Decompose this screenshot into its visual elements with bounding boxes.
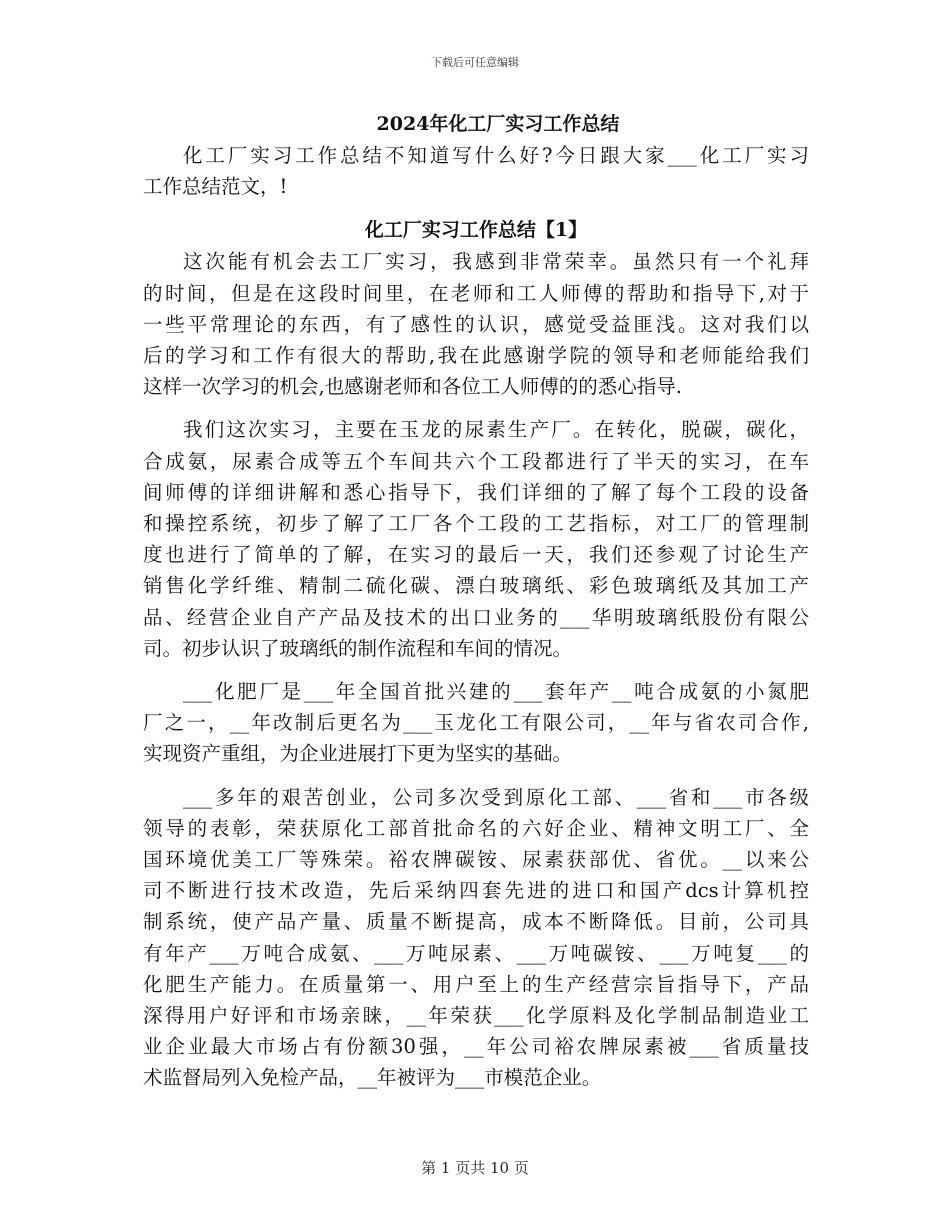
text-line: 这样一次学习的机会,也感谢老师和各位工人师傅的的悉心指导.: [143, 375, 682, 399]
text-line: 这次能有机会去工厂实习，我感到非常荣幸。虽然只有一个礼拜: [183, 250, 809, 274]
text-line: 术监督局列入免检产品，__年被评为___市模范企业。: [143, 1066, 602, 1090]
text-line: 厂之一，__年改制后更名为___玉龙化工有限公司，__年与省农司合作,: [143, 711, 809, 735]
page-number: 第 1 页共 10 页: [421, 1159, 529, 1177]
body-paragraph: [143, 414, 809, 664]
section-title: 化工厂实习工作总结【1】: [364, 219, 588, 242]
text-line: 领导的表彰，荣获原化工部首批命名的六好企业、精神文明工厂、全: [143, 816, 809, 840]
text-line: 品、经营企业自产产品及技术的出口业务的___华明玻璃纸股份有限公: [143, 605, 809, 629]
text-line: 一些平常理论的东西，有了感性的认识，感觉受益匪浅。这对我们以: [143, 312, 809, 336]
text-line: 制系统，使产品产量、质量不断提高，成本不断降低。目前，公司具: [143, 910, 809, 934]
text-line: 深得用户好评和市场亲睐，__年荣获___化学原料及化学制品制造业工: [143, 1004, 809, 1028]
text-line: 工作总结范文，!: [143, 175, 288, 199]
text-line: 有年产___万吨合成氨、___万吨尿素、___万吨碳铵、___万吨复___的: [143, 941, 809, 965]
text-line: 司。初步认识了玻璃纸的制作流程和车间的情况。: [143, 636, 573, 660]
text-line: 销售化学纤维、精制二硫化碳、漂白玻璃纸、彩色玻璃纸及其加工产: [143, 574, 809, 598]
text-line: ___化肥厂是___年全国首批兴建的___套年产__吨合成氨的小氮肥: [183, 680, 809, 704]
text-line: 化肥生产能力。在质量第一、用户至上的生产经营宗旨指导下，产品: [143, 972, 809, 996]
body-paragraph: [143, 676, 809, 770]
text-line: 司不断进行技术改造，先后采纳四套先进的进口和国产dcs计算机控: [143, 879, 809, 903]
intro-paragraph: [143, 140, 809, 202]
text-line: 业企业最大市场占有份额30强，__年公司裕农牌尿素被___省质量技: [143, 1035, 809, 1059]
document-body: [143, 108, 809, 1106]
text-line: 度也进行了简单的了解，在实习的最后一天，我们还参观了讨论生产: [143, 543, 809, 567]
text-line: ___多年的艰苦创业，公司多次受到原化工部、___省和___市各级: [183, 785, 809, 809]
document-title: 2024年化工厂实习工作总结: [376, 113, 620, 135]
text-line: 后的学习和工作有很大的帮助,我在此感谢学院的领导和老师能给我们: [143, 344, 809, 368]
text-line: 的时间，但是在这段时间里，在老师和工人师傅的帮助和指导下,对于: [143, 281, 809, 305]
text-line: 我们这次实习，主要在玉龙的尿素生产厂。在转化，脱碳，碳化，: [183, 418, 809, 442]
text-line: 合成氨，尿素合成等五个车间共六个工段都进行了半天的实习，在车: [143, 449, 809, 473]
text-line: 实现资产重组，为企业进展打下更为坚实的基础。: [143, 742, 573, 766]
header-note: 下载后可任意编辑: [431, 56, 519, 69]
text-line: 间师傅的详细讲解和悉心指导下，我们详细的了解了每个工段的设备: [143, 480, 809, 504]
text-line: 化工厂实习工作总结不知道写什么好?今日跟大家___化工厂实习: [183, 144, 809, 167]
text-line: 国环境优美工厂等殊荣。裕农牌碳铵、尿素获部优、省优。__以来公: [143, 848, 809, 872]
body-paragraph: [143, 246, 809, 402]
body-paragraph: [143, 782, 809, 1094]
text-line: 和操控系统，初步了解了工厂各个工段的工艺指标，对工厂的管理制: [143, 512, 809, 536]
